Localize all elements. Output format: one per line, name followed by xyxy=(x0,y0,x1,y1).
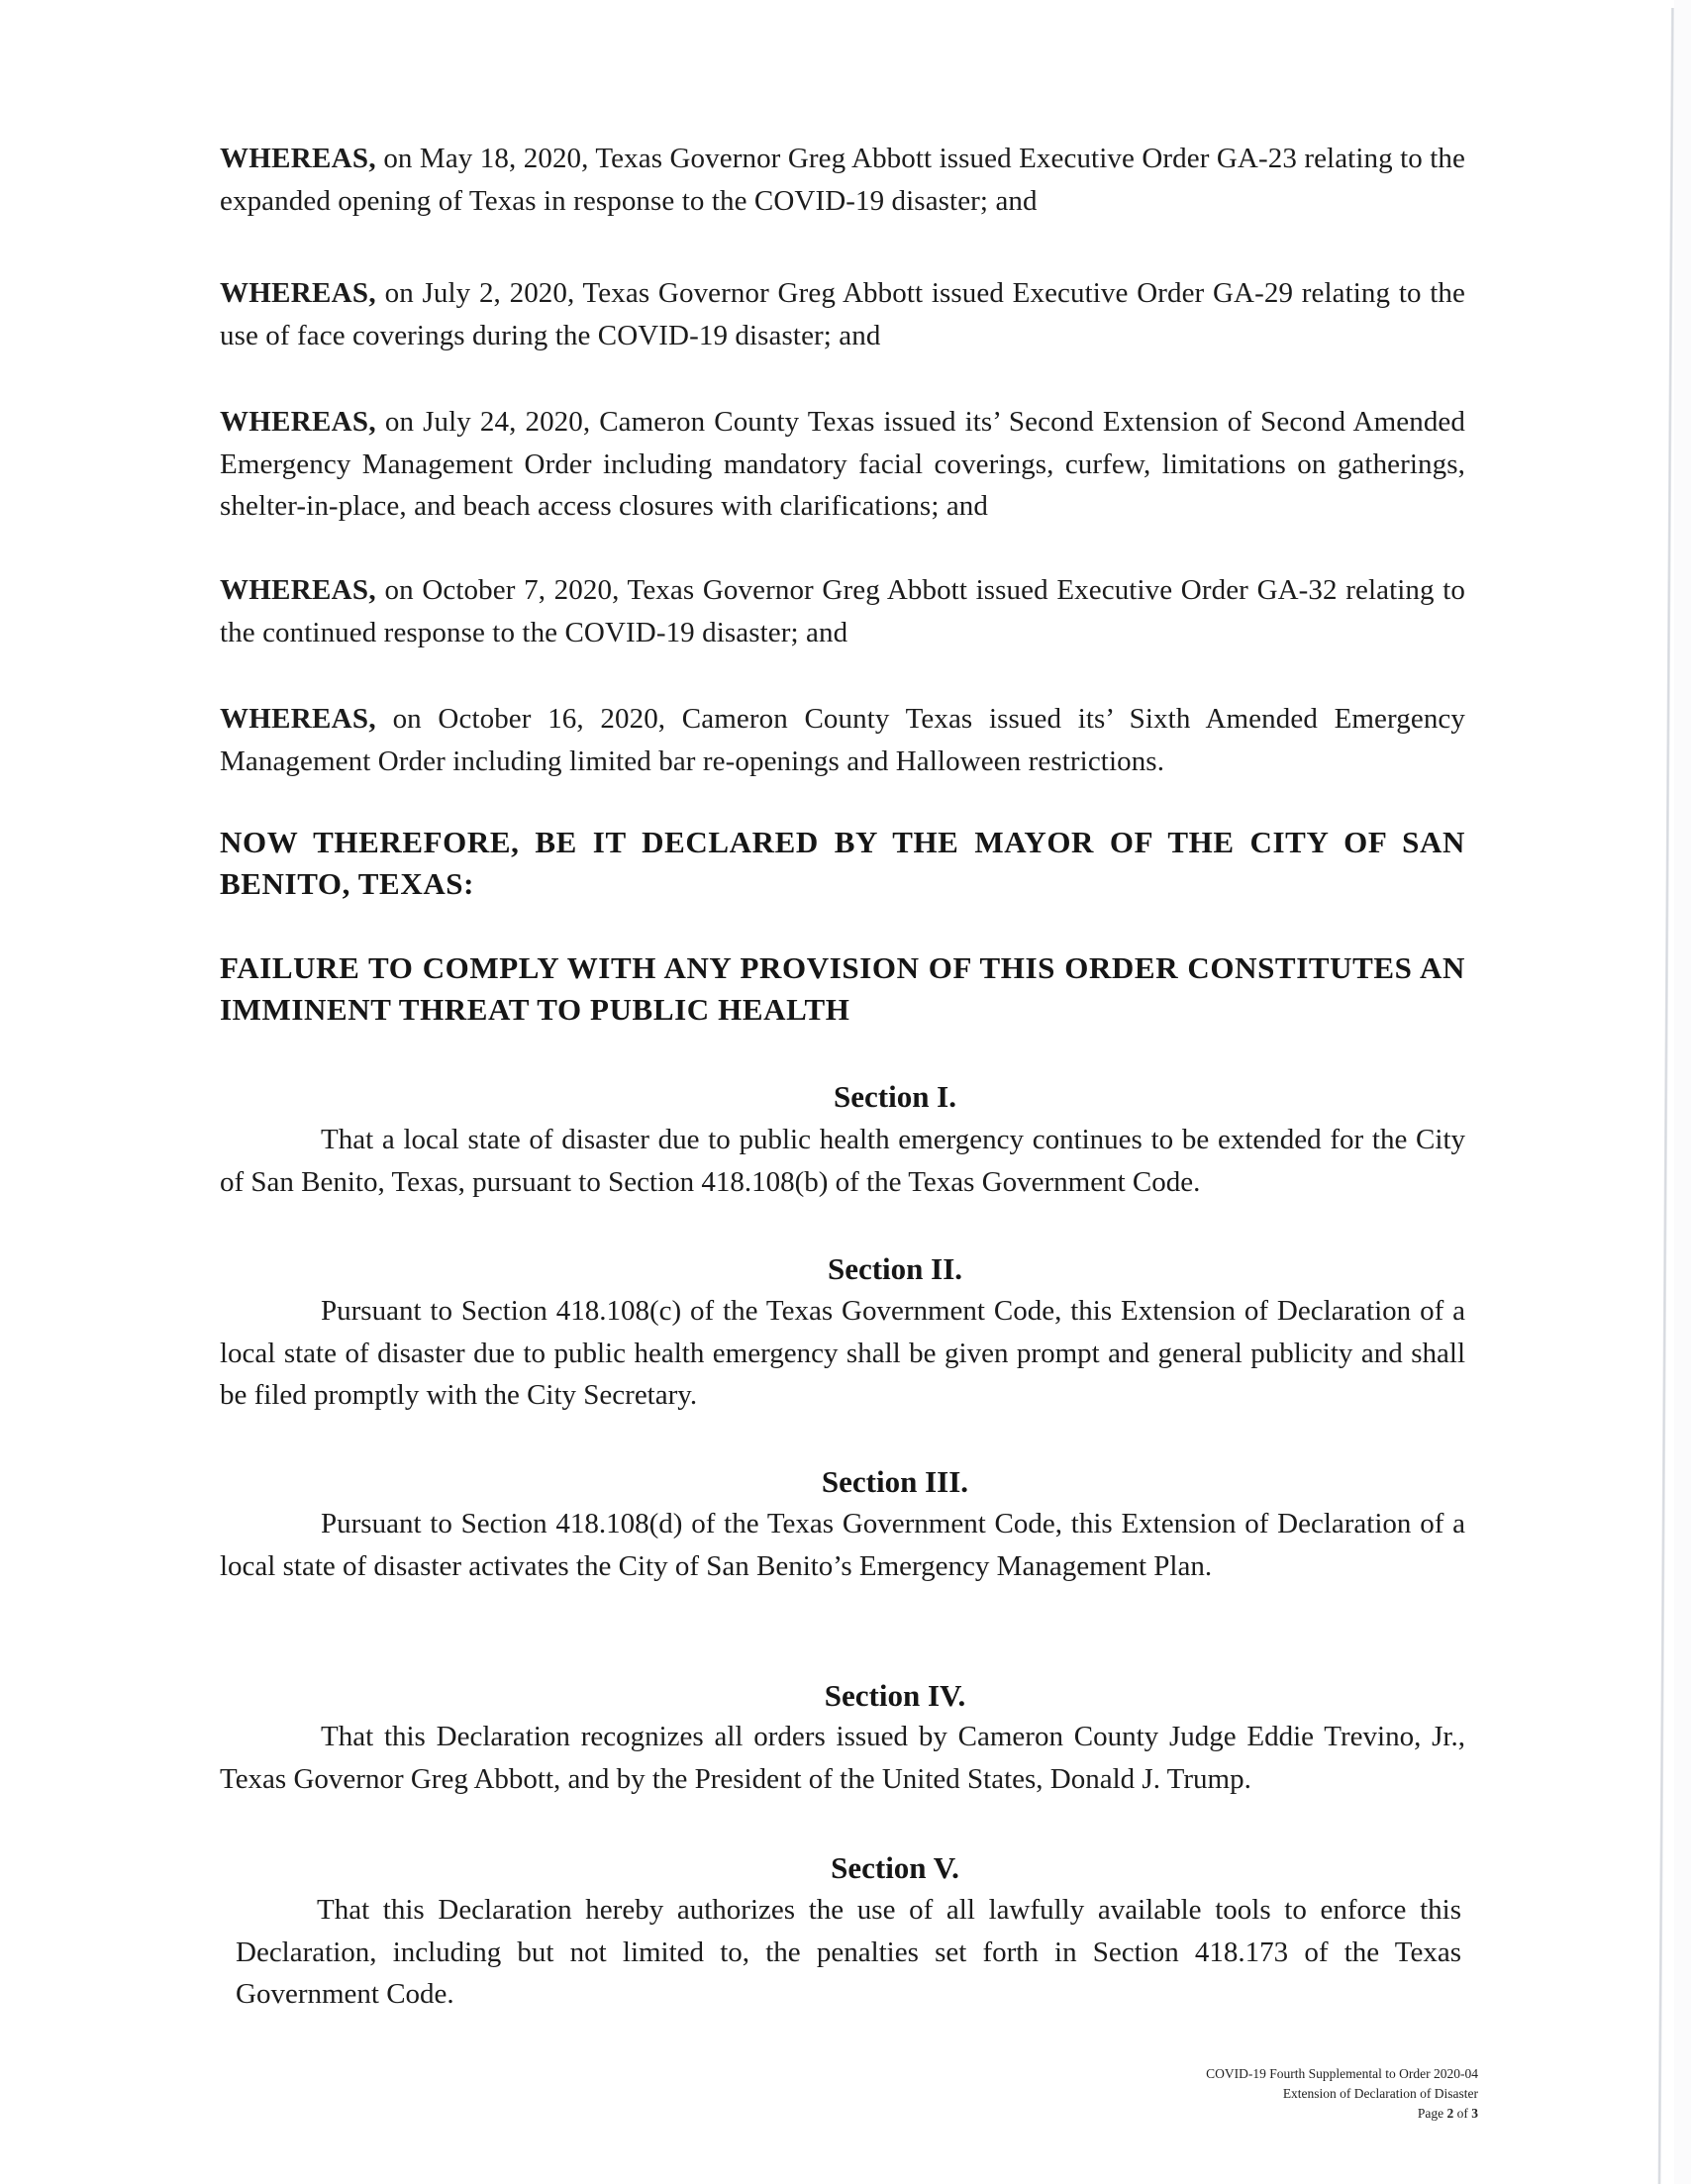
section-title: Section V. xyxy=(831,1850,959,1885)
page-total: 3 xyxy=(1471,2106,1478,2121)
whereas-clause xyxy=(220,401,1465,528)
whereas-lead: WHEREAS, xyxy=(220,703,376,735)
section-body: Pursuant to Section 418.108(d) of the Texas Government Code, this Extension of Declaration of a local state of disaster activates the City of San Benito’s Emergency Management Plan. xyxy=(220,1508,1465,1582)
page-number xyxy=(1206,2104,1478,2124)
section-body: That this Declaration recognizes all orders issued by Cameron County Judge Eddie Trevino, Jr., Texas Governor Greg Abbott, and by the President of the United States, Donald J. Trump. xyxy=(220,1721,1465,1795)
whereas-clause xyxy=(220,138,1465,222)
whereas-text: on October 7, 2020, Texas Governor Greg Abbott issued Executive Order GA-32 relating to the continued response to the COVID-19 disaster; and xyxy=(220,574,1465,648)
section-body: That this Declaration hereby authorizes the use of all lawfully available tools to enforce this Declaration, including but not limited to, the penalties set forth in Section 418.173 of the Texas Government Code. xyxy=(236,1894,1461,2010)
whereas-clause xyxy=(220,569,1465,653)
whereas-text: on July 2, 2020, Texas Governor Greg Abbott issued Executive Order GA-29 relating to the use of face coverings during the COVID-19 disaster; and xyxy=(220,277,1465,351)
page-current: 2 xyxy=(1446,2106,1454,2121)
scan-edge-line xyxy=(1658,8,1674,2184)
whereas-text: on October 16, 2020, Cameron County Texas issued its’ Sixth Amended Emergency Management Order including limited bar re-openings and Halloween restrictions. xyxy=(220,703,1465,777)
whereas-lead: WHEREAS, xyxy=(220,277,376,309)
whereas-clause xyxy=(220,698,1465,782)
section-title: Section IV. xyxy=(824,1678,966,1713)
declaration-heading: NOW THEREFORE, BE IT DECLARED BY THE MAYOR OF THE CITY OF SAN BENITO, TEXAS: xyxy=(220,825,1465,901)
whereas-clause xyxy=(220,272,1465,356)
whereas-lead: WHEREAS, xyxy=(220,406,376,438)
whereas-text: on May 18, 2020, Texas Governor Greg Abbott issued Executive Order GA-23 relating to the expanded opening of Texas in response to the COVID-19 disaster; and xyxy=(220,143,1465,217)
warning-heading: FAILURE TO COMPLY WITH ANY PROVISION OF THIS ORDER CONSTITUTES AN IMMINENT THREAT TO PUBLIC HEALTH xyxy=(220,950,1465,1027)
scan-margin xyxy=(1674,0,1691,2184)
footer-order-title: COVID-19 Fourth Supplemental to Order 2020-04 xyxy=(1206,2066,1478,2081)
whereas-lead: WHEREAS, xyxy=(220,574,376,606)
section-title: Section I. xyxy=(834,1079,956,1114)
footer-subtitle: Extension of Declaration of Disaster xyxy=(1282,2086,1478,2101)
section-body: Pursuant to Section 418.108(c) of the Texas Government Code, this Extension of Declaration of a local state of disaster due to public health emergency shall be given prompt and general publicity and shall be filed promptly with the City Secretary. xyxy=(220,1295,1465,1411)
whereas-lead: WHEREAS, xyxy=(220,143,376,174)
page-sep: of xyxy=(1453,2106,1472,2121)
section-body: That a local state of disaster due to public health emergency continues to be extended for the City of San Benito, Texas, pursuant to Section 418.108(b) of the Texas Government Code. xyxy=(220,1124,1465,1198)
whereas-text: on July 24, 2020, Cameron County Texas issued its’ Second Extension of Second Amended Emergency Management Order including mandatory facial coverings, curfew, limitations on gatherings, shelter-in-place, and beach access closures with clarifications; and xyxy=(220,406,1465,522)
page-footer xyxy=(1206,2064,1478,2124)
section-title: Section II. xyxy=(827,1251,963,1286)
page-prefix: Page xyxy=(1417,2106,1447,2121)
section-title: Section III. xyxy=(821,1464,969,1499)
